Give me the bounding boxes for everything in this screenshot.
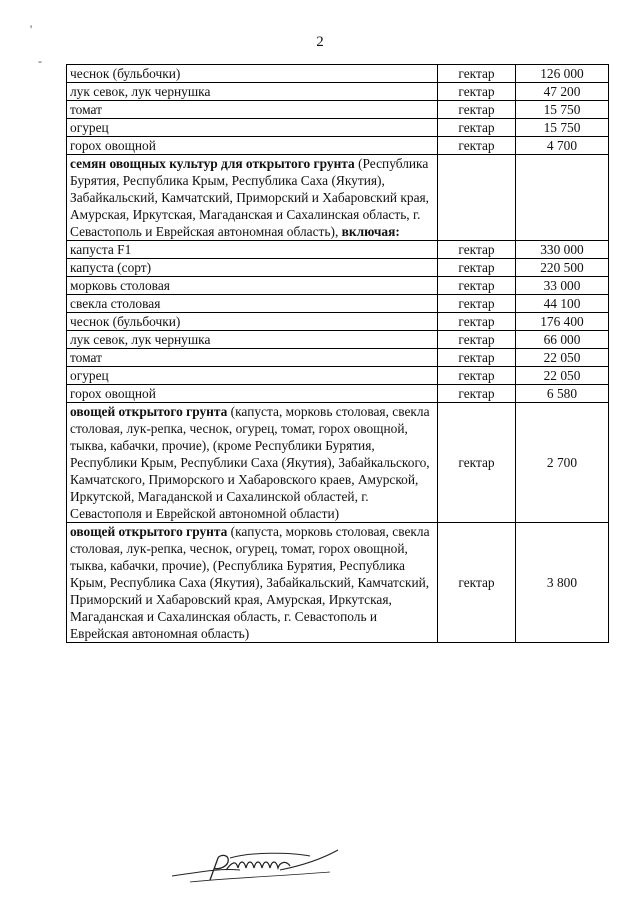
section-title: семян овощных культур для открытого грунта [70, 156, 355, 171]
unit-cell: гектар [438, 259, 516, 277]
page-number: 2 [316, 34, 324, 50]
rate-value: 22 050 [516, 367, 609, 385]
unit-cell: гектар [438, 385, 516, 403]
unit-cell: гектар [438, 101, 516, 119]
scan-mark: ' [30, 22, 33, 36]
crop-name: чеснок (бульбочки) [67, 313, 438, 331]
section-header-row [67, 155, 609, 241]
section-tail: включая: [341, 224, 400, 239]
rate-value: 2 700 [516, 403, 609, 523]
unit-cell: гектар [438, 403, 516, 523]
table-row [67, 65, 609, 83]
unit-cell: гектар [438, 313, 516, 331]
rate-value: 15 750 [516, 101, 609, 119]
section-title: овощей открытого грунта [70, 404, 228, 419]
unit-cell: гектар [438, 83, 516, 101]
table-row [67, 259, 609, 277]
unit-cell: гектар [438, 523, 516, 643]
section-row [67, 403, 609, 523]
signature [170, 846, 350, 886]
rate-value: 3 800 [516, 523, 609, 643]
section-text: (Республика Бурятия, Республика Крым, Республика Саха (Якутия), Забайкальский, Камчатский, Приморский и Хабаровский края, Амурская, Иркутская, Магаданская и Сахалинская область, г. Севастополь и Еврейская автономная область), [70, 156, 430, 239]
crop-name: томат [67, 349, 438, 367]
crop-name: горох овощной [67, 385, 438, 403]
unit-cell: гектар [438, 277, 516, 295]
table-row [67, 101, 609, 119]
rate-value: 4 700 [516, 137, 609, 155]
crop-name: чеснок (бульбочки) [67, 65, 438, 83]
empty-cell [516, 155, 609, 241]
section-description [67, 523, 438, 643]
table-row [67, 119, 609, 137]
table-row [67, 367, 609, 385]
unit-cell: гектар [438, 367, 516, 385]
rate-value: 33 000 [516, 277, 609, 295]
rate-value: 22 050 [516, 349, 609, 367]
table-row [67, 331, 609, 349]
unit-cell: гектар [438, 137, 516, 155]
table-row [67, 277, 609, 295]
rate-value: 330 000 [516, 241, 609, 259]
table-row [67, 385, 609, 403]
table-row [67, 241, 609, 259]
table-row [67, 295, 609, 313]
section-text: (капуста, морковь столовая, свекла столовая, лук-репка, чеснок, огурец, томат, горох овощной, тыква, кабачки, прочие), (кроме Республики Бурятия, Республики Крым, Республики Саха (Якутия), Забайкальского, Камчатского, Приморского и Хабаровского краев, Амурской, Иркутской, Магаданской и Сахалинской областей, г. Севастополя и Еврейской автономной области) [70, 404, 430, 521]
crop-name: огурец [67, 119, 438, 137]
crop-name: морковь столовая [67, 277, 438, 295]
crop-name: огурец [67, 367, 438, 385]
rate-value: 15 750 [516, 119, 609, 137]
table-row [67, 137, 609, 155]
rate-value: 66 000 [516, 331, 609, 349]
unit-cell: гектар [438, 349, 516, 367]
section-description [67, 403, 438, 523]
section-description [67, 155, 438, 241]
rate-value: 176 400 [516, 313, 609, 331]
section-title: овощей открытого грунта [70, 524, 228, 539]
unit-cell: гектар [438, 119, 516, 137]
rate-value: 126 000 [516, 65, 609, 83]
empty-cell [438, 155, 516, 241]
rate-value: 44 100 [516, 295, 609, 313]
section-row [67, 523, 609, 643]
unit-cell: гектар [438, 295, 516, 313]
unit-cell: гектар [438, 65, 516, 83]
section-text: (капуста, морковь столовая, свекла столовая, лук-репка, чеснок, огурец, томат, горох овощной, тыква, кабачки, прочие), (Республика Бурятия, Республика Крым, Республика Саха (Якутия), Забайкальский, Камчатский, Приморский и Хабаровский края, Амурская, Иркутская, Магаданская и Сахалинская область, г. Севастополь и Еврейская автономная область) [70, 524, 430, 641]
crop-name: горох овощной [67, 137, 438, 155]
crop-name: свекла столовая [67, 295, 438, 313]
scan-mark: - [38, 54, 42, 68]
rate-value: 6 580 [516, 385, 609, 403]
table-row [67, 349, 609, 367]
crop-name: капуста (сорт) [67, 259, 438, 277]
crop-name: капуста F1 [67, 241, 438, 259]
unit-cell: гектар [438, 331, 516, 349]
rate-value: 220 500 [516, 259, 609, 277]
crop-name: лук севок, лук чернушка [67, 331, 438, 349]
crop-name: томат [67, 101, 438, 119]
table-row [67, 313, 609, 331]
subsidy-rates-table [66, 64, 609, 643]
unit-cell: гектар [438, 241, 516, 259]
crop-name: лук севок, лук чернушка [67, 83, 438, 101]
table-row [67, 83, 609, 101]
rate-value: 47 200 [516, 83, 609, 101]
